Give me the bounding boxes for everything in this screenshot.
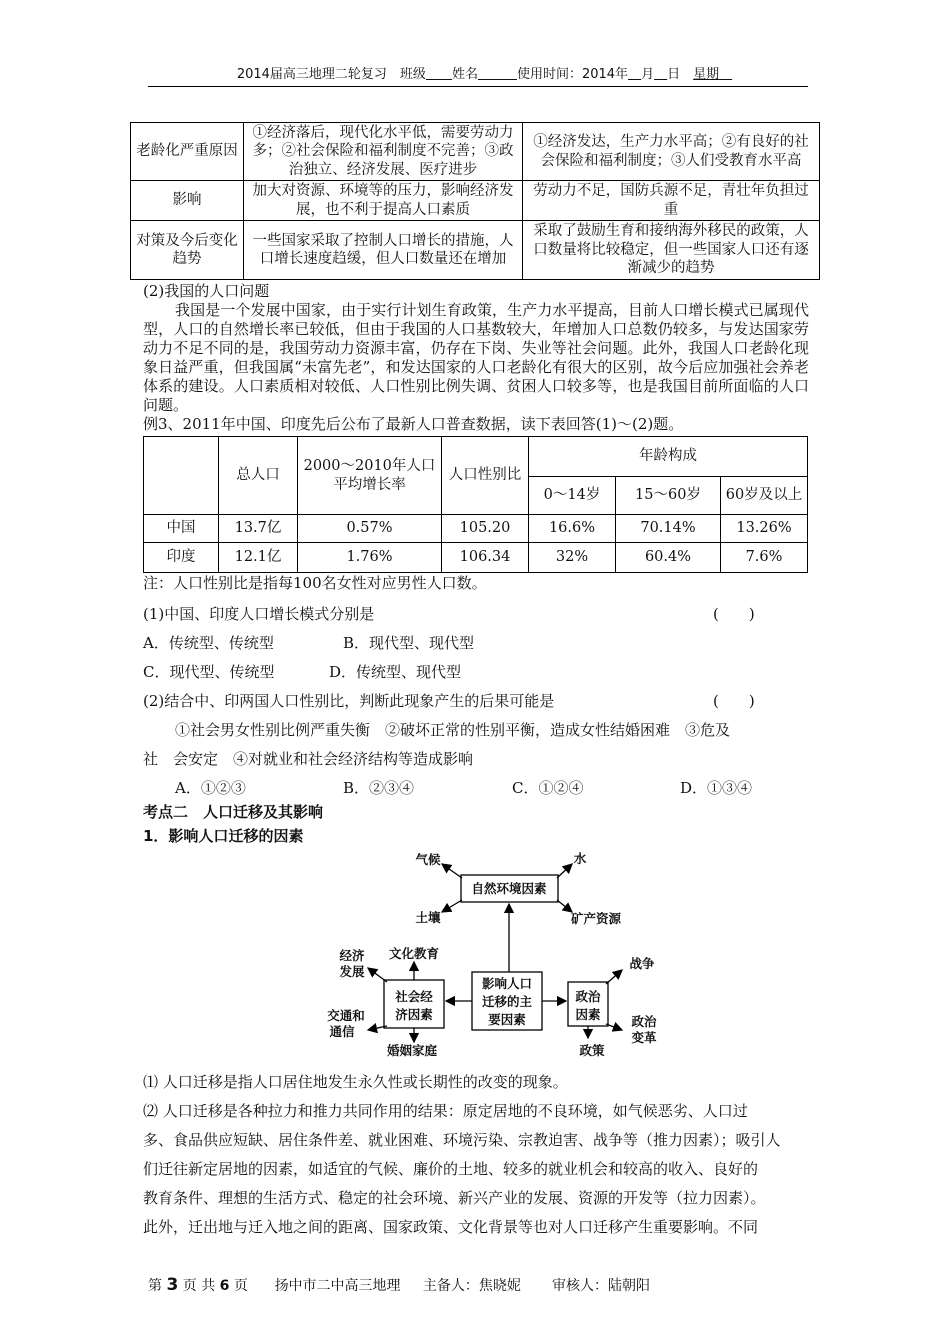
culture-label: 文化教育: [388, 946, 440, 961]
question-2-statements-cont: 社 会安定 ④对就业和社会经济结构等造成影响: [143, 750, 474, 768]
social-label-1: 社会经: [395, 989, 433, 1004]
center-label-3: 要因素: [488, 1012, 526, 1027]
table-row: [144, 515, 808, 543]
center-label-1: 影响人口: [481, 976, 533, 991]
footer-page-number: 3: [166, 1275, 179, 1295]
header-month: 月: [641, 67, 655, 82]
census-table: [143, 436, 808, 573]
header-name-label: 姓名: [451, 67, 478, 82]
migration-line: 多、食品供应短缺、居住条件差、就业困难、环境污染、宗教迫害、战争等（推力因素）；吸引人: [143, 1131, 781, 1149]
policy-label: 政策: [579, 1043, 605, 1058]
aging-comparison-table: [130, 122, 820, 280]
table-cell: ①经济发达，生产力水平高；②有良好的社会保险和福利制度；③人们受教育水平高: [523, 123, 820, 181]
option-b: B．②③④: [343, 779, 415, 797]
water-label: 水: [573, 851, 587, 866]
table-cell: 70.14%: [616, 515, 721, 543]
migration-line: 教育条件、理想的生活方式、稳定的社会环境、新兴产业的发展、资源的开发等（拉力因素）。: [143, 1189, 766, 1207]
table-cell: 106.34: [442, 543, 529, 573]
table-cell: 16.6%: [529, 515, 616, 543]
migration-line: 们迁往新定居地的因素，如适宜的气候、廉价的土地、较多的就业机会和较高的收入、良好的: [143, 1160, 759, 1178]
footer-page-total: 6: [219, 1278, 230, 1294]
section-heading: (2)我国的人口问题: [143, 282, 270, 300]
table-cell: 1.76%: [298, 543, 442, 573]
table-cell: 0.57%: [298, 515, 442, 543]
col-header-group: 年龄构成: [529, 437, 808, 477]
pchange-label-1: 政治: [631, 1014, 657, 1029]
option-d: D．①③④: [680, 779, 753, 797]
war-label: 战争: [629, 956, 655, 971]
table-cell: 加大对资源、环境等的压力，影响经济发展，也不利于提高人口素质: [244, 181, 523, 221]
footer-page-suffix: 页: [233, 1278, 248, 1294]
transport-label-1: 交通和: [327, 1008, 365, 1023]
option-a: A．①②③: [175, 779, 246, 797]
section-title: 考点二 人口迁移及其影响: [143, 803, 324, 821]
option-d: D．传统型、现代型: [329, 663, 462, 681]
marriage-label: 婚姻家庭: [386, 1043, 438, 1058]
option-a: A．传统型、传统型: [143, 634, 274, 652]
table-cell: 105.20: [442, 515, 529, 543]
table-cell: 32%: [529, 543, 616, 573]
col-header: 60岁及以上: [721, 477, 808, 515]
table-cell: 一些国家采取了控制人口增长的措施，人口增长速度趋缓，但人口数量还在增加: [244, 221, 523, 280]
col-header: 总人口: [219, 437, 298, 515]
page-header: [148, 66, 808, 87]
header-day: 日: [667, 67, 681, 82]
question-1: (1)中国、印度人口增长模式分别是: [143, 605, 375, 623]
migration-line: 此外，迁出地与迁入地之间的距离、国家政策、文化背景等也对人口迁移产生重要影响。不同: [143, 1218, 759, 1236]
footer-page-mid: 页 共: [182, 1278, 216, 1294]
question-2: (2)结合中、印两国人口性别比，判断此现象产生的后果可能是: [143, 692, 555, 710]
political-label-2: 因素: [575, 1007, 601, 1022]
table-cell: 60.4%: [616, 543, 721, 573]
migration-point-1: ⑴ 人口迁移是指人口居住地发生永久性或长期性的改变的现象。: [143, 1073, 568, 1091]
header-prefix: 2014届高三地理二轮复习 班级: [236, 67, 426, 82]
table-cell: 印度: [144, 543, 219, 573]
transport-label-2: 通信: [329, 1024, 355, 1039]
table-cell: ①经济落后，现代化水平低，需要劳动力多；②社会保险和福利制度不完善；③政治独立、经济发展、医疗进步: [244, 123, 523, 181]
question-2-statements: ①社会男女性别比例严重失衡 ②破坏正常的性别平衡，造成女性结婚困难 ③危及: [175, 721, 731, 739]
migration-line: ⑵ 人口迁移是各种拉力和推力共同作用的结果：原定居地的不良环境，如气候恶劣、人口过: [143, 1102, 748, 1120]
migration-factors-diagram: [322, 850, 667, 1060]
row-label: 对策及今后变化趋势: [131, 221, 244, 280]
table-cell: 采取了鼓励生育和接纳海外移民的政策，人口数量将比较稳定，但一些国家人口还有逐渐减少的趋势: [523, 221, 820, 280]
col-header: 人口性别比: [442, 437, 529, 515]
table-cell: 13.7亿: [219, 515, 298, 543]
blank-header: [144, 437, 219, 515]
answer-bracket: ( ): [713, 692, 755, 710]
footer-author: 主备人：焦晓妮: [422, 1278, 521, 1294]
footer-school: 扬中市二中高三地理: [274, 1278, 401, 1294]
section-paragraph: 我国是一个发展中国家，由于实行计划生育政策，生产力水平提高，目前人口增长模式已属现代型，人口的自然增长率已较低，但由于我国的人口基数较大，年增加人口总数仍较多，与发达国家劳动力不足不同的是，我国劳动力资源丰富，仍存在下岗、失业等社会问题。此外，我国人口老龄化现象日益严重，但我国属“未富先老”，和发达国家的人口老龄化有很大的区别，故今后应加强社会养老体系的建设。人口素质相对较低、人口性别比例失调、贫困人口较多等，也是我国目前所面临的人口问题。: [143, 301, 809, 414]
col-header: 2000～2010年人口平均增长率: [298, 437, 442, 515]
table-row: [144, 543, 808, 573]
table-cell: 7.6%: [721, 543, 808, 573]
row-label: 影响: [131, 181, 244, 221]
natural-label: 自然环境因素: [471, 881, 547, 896]
soil-label: 土壤: [415, 910, 441, 925]
social-label-2: 济因素: [395, 1007, 433, 1022]
answer-bracket: ( ): [713, 605, 755, 623]
page-footer: [148, 1275, 650, 1295]
pchange-label-2: 变革: [631, 1030, 657, 1045]
col-header: 0～14岁: [529, 477, 616, 515]
table-cell: 12.1亿: [219, 543, 298, 573]
table-cell: 劳动力不足，国防兵源不足，青壮年负担过重: [523, 181, 820, 221]
footer-reviewer: 审核人：陆朝阳: [551, 1278, 650, 1294]
header-week: 星期: [693, 67, 720, 82]
table-cell: 13.26%: [721, 515, 808, 543]
header-time-label: 使用时间：2014年: [516, 67, 629, 82]
political-label-1: 政治: [575, 989, 601, 1004]
option-c: C．现代型、传统型: [143, 663, 275, 681]
mineral-label: 矿产资源: [570, 911, 622, 926]
footer-page-prefix: 第: [148, 1278, 162, 1294]
col-header: 15～60岁: [616, 477, 721, 515]
example-intro: 例3、2011年中国、印度先后公布了最新人口普查数据，读下表回答(1)～(2)题。: [143, 415, 684, 433]
option-c: C．①②④: [512, 779, 584, 797]
subsection-title: 1．影响人口迁移的因素: [143, 827, 304, 845]
climate-label: 气候: [415, 852, 441, 867]
economy-label-2: 发展: [339, 964, 365, 979]
table-note: 注：人口性别比是指每100名女性对应男性人口数。: [143, 574, 487, 592]
center-label-2: 迁移的主: [481, 994, 533, 1009]
option-b: B．现代型、现代型: [343, 634, 475, 652]
table-cell: 中国: [144, 515, 219, 543]
economy-label-1: 经济: [339, 948, 365, 963]
row-label: 老龄化严重原因: [131, 123, 244, 181]
